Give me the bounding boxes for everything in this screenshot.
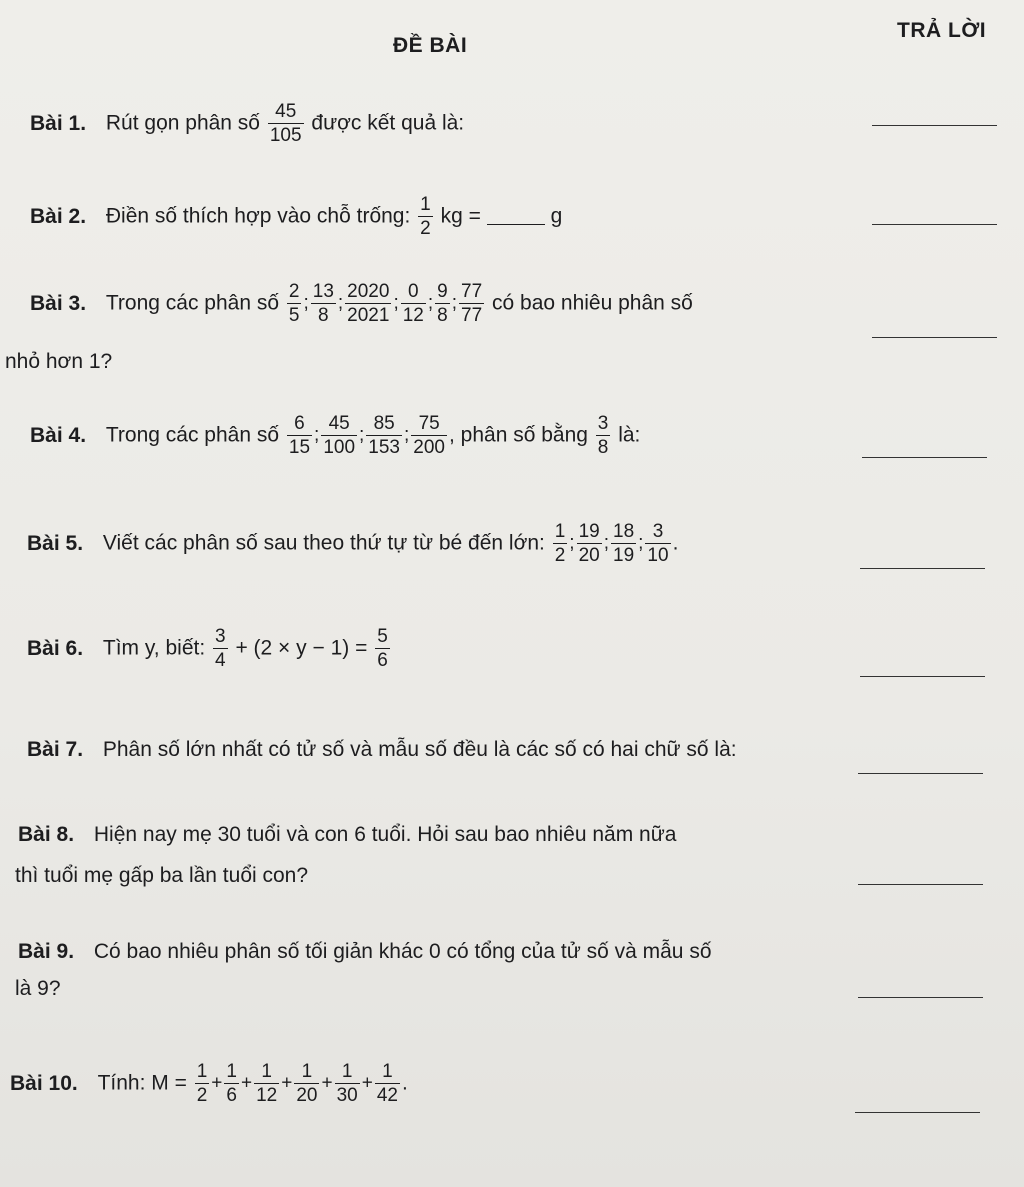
problem-label: Bài 9. [18,940,75,963]
answer-line-1[interactable] [872,125,997,126]
separator: ; [638,532,644,554]
problem-label: Bài 8. [18,823,75,846]
separator: ; [404,424,410,446]
fraction: $\frac{1}{2}$ [420,194,431,239]
answer-line-9[interactable] [858,997,983,998]
problem-2 [30,193,562,240]
problem-1 [30,100,464,147]
problem-10 [10,1060,408,1107]
problem-label: Bài 6. [27,636,84,660]
fraction: $\frac{2020}{2021}$ [347,281,390,326]
problem-label: Bài 2. [30,204,87,228]
problem-text-post: có bao nhiêu phân số [492,291,693,315]
plus-sign: + [281,1072,293,1094]
fraction: $\frac{77}{77}$ [461,281,483,326]
fraction: $\frac{19}{20}$ [578,521,600,566]
fraction: $\frac{5}{6}$ [377,626,388,671]
problem-text: Tìm y, biết: [102,636,206,660]
problem-text: Tính: [97,1071,146,1095]
plus-sign: + [240,1072,253,1094]
problem-text: Viết các phân số sau theo thứ tự từ bé đến lớn: [102,531,545,555]
problem-label: Bài 10. [10,1071,78,1095]
answer-line-7[interactable] [858,773,983,774]
fraction: $\frac{9}{8}$ [437,281,448,326]
equation-text: + (2 × y − 1) = [235,636,368,660]
answer-line-3[interactable] [872,337,997,338]
problem-3-line2: nhỏ hơn 1? [5,350,113,373]
fraction: $\frac{1}{30}$ [336,1061,358,1106]
problem-label: Bài 4. [30,423,87,447]
answer-line-2[interactable] [872,224,997,225]
header-right-title: TRẢ LỜI [897,19,987,42]
problem-text-post: là: [618,423,641,447]
fraction: $\frac{75}{200}$ [413,413,445,458]
plus-sign: + [211,1072,223,1094]
separator: ; [359,424,365,446]
problem-text-post: . [672,531,679,555]
problem-text: Điền số thích hợp vào chỗ trống: [105,204,411,228]
answer-line-5[interactable] [860,568,985,569]
fraction: $\frac{13}{8}$ [312,281,334,326]
answer-line-4[interactable] [862,457,987,458]
fraction: $\frac{1}{2}$ [196,1061,208,1106]
fraction: $\frac{1}{20}$ [296,1061,318,1106]
fraction: $\frac{2}{5}$ [288,281,300,326]
unit-text-post: g [550,204,563,228]
problem-text: Trong các phân số [105,291,280,315]
problem-text: Có bao nhiêu phân số tối giản khác 0 có tổng của tử số và mẫu số [93,940,712,963]
answer-line-6[interactable] [860,676,985,677]
problem-8-line2: thì tuổi mẹ gấp ba lần tuổi con? [15,864,309,887]
separator: ; [303,292,309,314]
problem-text: Hiện nay mẹ 30 tuổi và con 6 tuổi. Hỏi sau bao nhiêu năm nữa [93,823,677,846]
problem-9 [18,940,712,964]
expression-lhs: M = [151,1071,187,1095]
header-left-title: ĐỀ BÀI [393,34,468,57]
answer-line-8[interactable] [858,884,983,885]
separator: ; [603,532,609,554]
problem-label: Bài 3. [30,291,87,315]
problem-text-post: được kết quả là: [311,111,465,135]
problem-text: Trong các phân số [105,423,280,447]
problem-label: Bài 7. [27,738,84,761]
separator: ; [314,424,320,446]
problem-text: Rút gọn phân số [105,111,260,135]
plus-sign: + [361,1072,373,1094]
fraction: $\frac{6}{15}$ [288,413,311,458]
fraction: $\frac{1}{12}$ [256,1061,278,1106]
unit-text: kg = [440,204,481,228]
fraction: $\frac{1}{2}$ [554,521,566,566]
fraction: $\frac{3}{4}$ [215,626,226,671]
problem-text-post: . [401,1071,408,1095]
problem-5 [27,520,678,567]
problem-text: Phân số lớn nhất có tử số và mẫu số đều là các số có hai chữ số là: [102,738,737,761]
problem-7 [27,738,737,762]
fraction: $\frac{45}{100}$ [323,413,356,458]
problem-9-line2: là 9? [15,977,61,1000]
separator: ; [569,532,575,554]
fraction: $\frac{0}{12}$ [402,281,424,326]
fraction: $\frac{1}{42}$ [376,1061,398,1106]
fill-blank[interactable] [487,208,545,225]
answer-line-10[interactable] [855,1112,980,1113]
problem-3 [30,280,693,327]
problem-8 [18,823,676,847]
fraction: $\frac{45}{105}$ [269,101,302,146]
fraction: $\frac{3}{8}$ [597,413,609,458]
separator: ; [337,292,344,314]
problem-text-mid: , phân số bằng [448,423,588,447]
problem-6 [27,625,392,672]
problem-label: Bài 5. [27,531,84,555]
separator: ; [451,292,458,314]
fraction: $\frac{1}{6}$ [226,1061,237,1106]
problem-label: Bài 1. [30,111,87,135]
fraction: $\frac{18}{19}$ [613,521,635,566]
problem-4 [30,412,640,459]
separator: ; [393,292,399,314]
fraction: $\frac{85}{153}$ [368,413,400,458]
fraction: $\frac{3}{10}$ [647,521,669,566]
separator: ; [427,292,434,314]
plus-sign: + [321,1072,333,1094]
